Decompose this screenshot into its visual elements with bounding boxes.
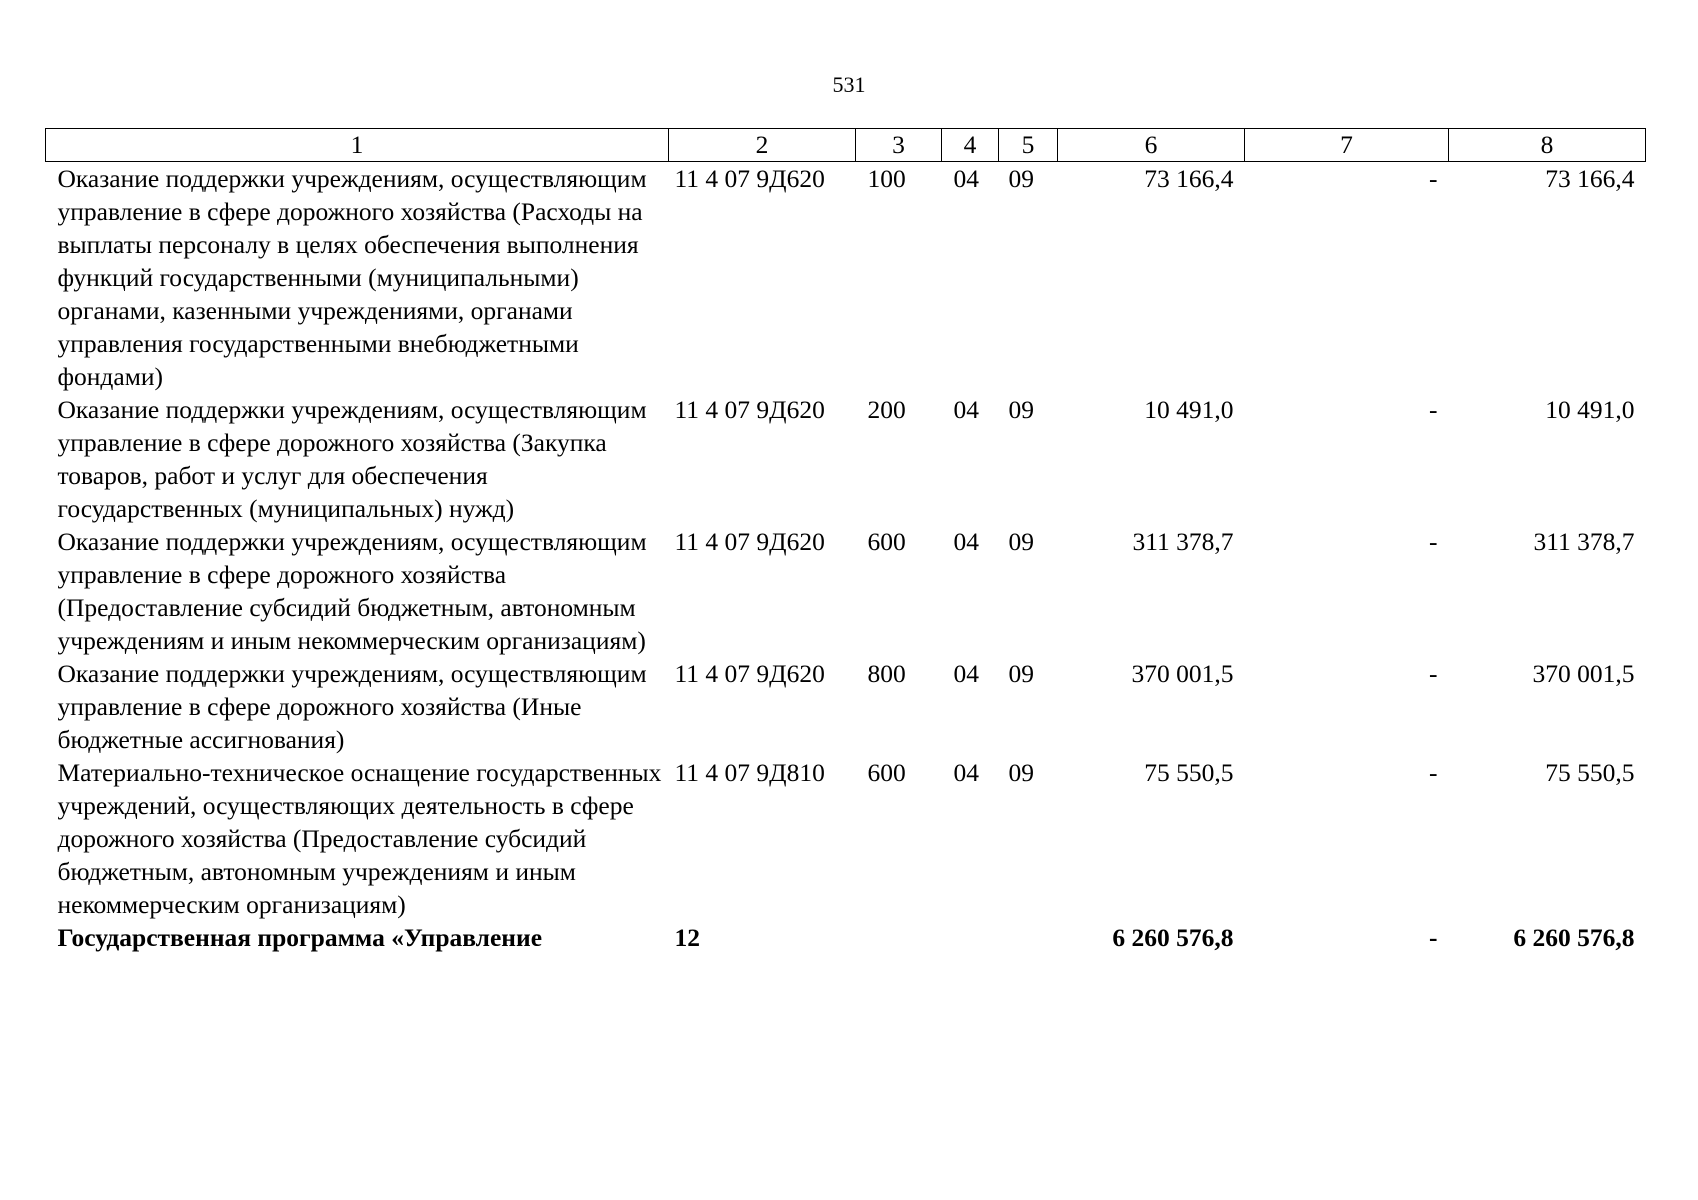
row-col8: 311 378,7: [1533, 527, 1635, 556]
row-vr: 200: [867, 395, 906, 424]
row-code: 11 4 07 9Д620: [674, 659, 825, 688]
header-col-7: 7: [1245, 129, 1449, 162]
table-row: [46, 162, 1646, 394]
header-col-3: 3: [856, 129, 942, 162]
row-pr: 09: [1008, 659, 1034, 688]
row-col6: 73 166,4: [1144, 164, 1234, 193]
header-col-1: 1: [46, 129, 669, 162]
row-col8: 73 166,4: [1545, 164, 1635, 193]
row-col7: -: [1429, 923, 1438, 952]
row-code: 11 4 07 9Д810: [674, 758, 825, 787]
row-pr: 09: [1008, 758, 1034, 787]
row-col6: 6 260 576,8: [1112, 923, 1234, 952]
row-rz: 04: [953, 164, 979, 193]
row-col6: 75 550,5: [1144, 758, 1234, 787]
row-pr: 09: [1008, 164, 1034, 193]
row-vr: 100: [867, 164, 906, 193]
header-col-4: 4: [942, 129, 999, 162]
row-col7: -: [1429, 164, 1438, 193]
header-col-8: 8: [1449, 129, 1646, 162]
row-col7: -: [1429, 395, 1438, 424]
row-col6: 370 001,5: [1131, 659, 1234, 688]
table-row: [46, 756, 1646, 921]
row-col8: 370 001,5: [1532, 659, 1635, 688]
row-name: Государственная программа «Управление: [57, 923, 543, 952]
row-code: 11 4 07 9Д620: [674, 164, 825, 193]
row-name: Оказание поддержки учреждениям, осуществляющим управление в сфере дорожного хозяйства (Предоставление субсидий бюджетным, автономным учреждениям и иным некоммерческим организациям): [57, 527, 647, 655]
header-row: [46, 129, 1646, 162]
row-code: 11 4 07 9Д620: [674, 395, 825, 424]
row-rz: 04: [953, 527, 979, 556]
row-rz: 04: [953, 758, 979, 787]
row-pr: 09: [1008, 395, 1034, 424]
row-pr: [999, 921, 1058, 954]
row-col7: -: [1429, 659, 1438, 688]
row-name: Материально-техническое оснащение государственных учреждений, осуществляющих деятельность в сфере дорожного хозяйства (Предоставление субсидий бюджетным, автономным учреждениям и иным некоммерческим организациям): [57, 758, 662, 919]
header-col-6: 6: [1058, 129, 1245, 162]
row-rz: 04: [953, 395, 979, 424]
table-row: [46, 393, 1646, 525]
row-name: Оказание поддержки учреждениям, осуществляющим управление в сфере дорожного хозяйства (Закупка товаров, работ и услуг для обеспечения государственных (муниципальных) нужд): [57, 395, 647, 523]
row-vr: 600: [867, 758, 906, 787]
row-code: 12: [674, 923, 700, 952]
row-name: Оказание поддержки учреждениям, осуществляющим управление в сфере дорожного хозяйства (Расходы на выплаты персоналу в целях обеспечения выполнения функций государственными (муниципальными) органами, казенными учреждениями, органами управления государственными внебюджетными фондами): [57, 164, 647, 391]
row-col8: 6 260 576,8: [1513, 923, 1635, 952]
page-number: 531: [832, 72, 866, 97]
row-col7: -: [1429, 758, 1438, 787]
row-col6: 10 491,0: [1144, 395, 1234, 424]
row-code: 11 4 07 9Д620: [674, 527, 825, 556]
row-col8: 10 491,0: [1545, 395, 1635, 424]
row-name: Оказание поддержки учреждениям, осуществляющим управление в сфере дорожного хозяйства (Иные бюджетные ассигнования): [57, 659, 647, 754]
header-col-2: 2: [669, 129, 856, 162]
row-vr: 600: [867, 527, 906, 556]
row-col6: 311 378,7: [1132, 527, 1234, 556]
budget-table: [45, 128, 1646, 954]
row-pr: 09: [1008, 527, 1034, 556]
header-col-5: 5: [999, 129, 1058, 162]
row-vr: [856, 921, 942, 954]
table-row: [46, 657, 1646, 756]
row-col8: 75 550,5: [1545, 758, 1635, 787]
row-col7: -: [1429, 527, 1438, 556]
row-rz: [942, 921, 999, 954]
table-row: [46, 525, 1646, 657]
table-row-program-total: [46, 921, 1646, 954]
row-vr: 800: [867, 659, 906, 688]
row-rz: 04: [953, 659, 979, 688]
